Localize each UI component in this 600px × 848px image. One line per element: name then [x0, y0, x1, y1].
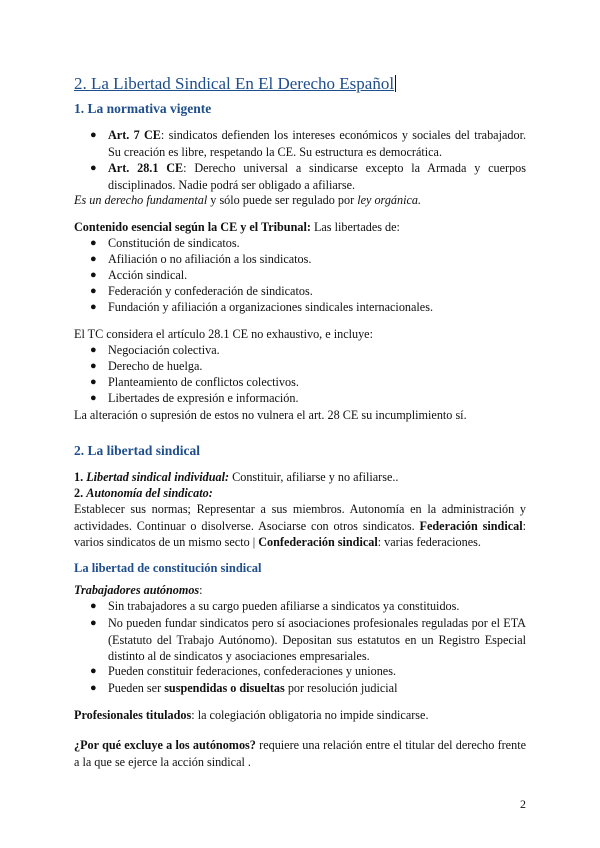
list-item: Acción sindical. — [108, 268, 188, 282]
list-item: Libertades de expresión e información. — [108, 391, 299, 405]
bullet-icon: ● — [90, 129, 97, 141]
autonomous-workers-label: Trabajadores autónomos: — [74, 583, 203, 597]
bullet-icon: ● — [90, 682, 97, 694]
list-item: Afiliación o no afiliación a los sindicatos. — [108, 252, 312, 266]
list-item: Derecho de huelga. — [108, 359, 203, 373]
list-item: Pueden ser suspendidas o disueltas por resolución judicial — [108, 681, 398, 695]
bullet-icon: ● — [90, 301, 97, 313]
list-item: No pueden fundar sindicatos pero sí asociaciones profesionales reguladas por el ETA (Estatuto del Trabajo Autónomo). Depositan sus estatutos en un Registro Especial distinto al de sindicatos y asociaciones empresariales. — [108, 616, 526, 663]
bullet-icon: ● — [90, 269, 97, 281]
bullet-icon: ● — [90, 344, 97, 356]
section-heading-normativa: 1. La normativa vigente — [74, 101, 212, 116]
bullet-icon: ● — [90, 162, 97, 174]
bullet-icon: ● — [90, 392, 97, 404]
bullet-art-7: Art. 7 CE: sindicatos defienden los intereses económicos y sociales del trabajador. Su creación es libre, respetando la CE. Su estructura es democrática. — [108, 128, 526, 159]
union-autonomy: 2. Autonomía del sindicato: — [74, 486, 213, 500]
section-heading-libertad: 2. La libertad sindical — [74, 443, 201, 458]
question-paragraph: ¿Por qué excluye a los autónomos? requiere una relación entre el titular del derecho frente a la que se ejerce la acción sindical . — [74, 738, 526, 769]
list-item: Negociación colectiva. — [108, 343, 220, 357]
list-item: Pueden constituir federaciones, confederaciones y uniones. — [108, 664, 396, 678]
bullet-icon: ● — [90, 253, 97, 265]
subsection-heading: La libertad de constitución sindical — [74, 561, 262, 575]
content-intro: Contenido esencial según la CE y el Tribunal: Las libertades de: — [74, 220, 400, 234]
text-cursor — [395, 75, 396, 92]
document-title: 2. La Libertad Sindical En El Derecho Español — [74, 74, 395, 93]
bullet-icon: ● — [90, 360, 97, 372]
list-item: Fundación y afiliación a organizaciones sindicales internacionales. — [108, 300, 433, 314]
page-number: 2 — [520, 797, 526, 811]
fundamental-right-note: Es un derecho fundamental y sólo puede ser regulado por ley orgánica. — [74, 193, 422, 207]
bullet-icon: ● — [90, 665, 97, 677]
list-item: Federación y confederación de sindicatos. — [108, 284, 313, 298]
autonomy-paragraph: Establecer sus normas; Representar a sus miembros. Autonomía en la administración y actividades. Continuar o disolverse. Asociarse con otros sindicatos. Federación sindical: varios sindicatos de un mismo secto | Confederación sindical: varias federaciones. — [74, 502, 526, 549]
bullet-art-28: Art. 28.1 CE: Derecho universal a sindicarse excepto la Armada y cuerpos disciplinados. Nadie podrá ser obligado a afiliarse. — [108, 161, 526, 192]
tc-intro: El TC considera el artículo 28.1 CE no exhaustivo, e incluye: — [74, 327, 373, 341]
individual-freedom: 1. Libertad sindical individual: Constituir, afiliarse y no afiliarse.. — [74, 470, 399, 484]
list-item: Sin trabajadores a su cargo pueden afiliarse a sindicatos ya constituidos. — [108, 599, 460, 613]
bullet-icon: ● — [90, 600, 97, 612]
list-item: Planteamiento de conflictos colectivos. — [108, 375, 299, 389]
bullet-icon: ● — [90, 237, 97, 249]
bullet-icon: ● — [90, 617, 97, 629]
tc-outro: La alteración o supresión de estos no vulnera el art. 28 CE su incumplimiento sí. — [74, 408, 467, 422]
list-item: Constitución de sindicatos. — [108, 236, 240, 250]
bullet-icon: ● — [90, 376, 97, 388]
professionals-paragraph: Profesionales titulados: la colegiación obligatoria no impide sindicarse. — [74, 708, 429, 722]
bullet-icon: ● — [90, 285, 97, 297]
